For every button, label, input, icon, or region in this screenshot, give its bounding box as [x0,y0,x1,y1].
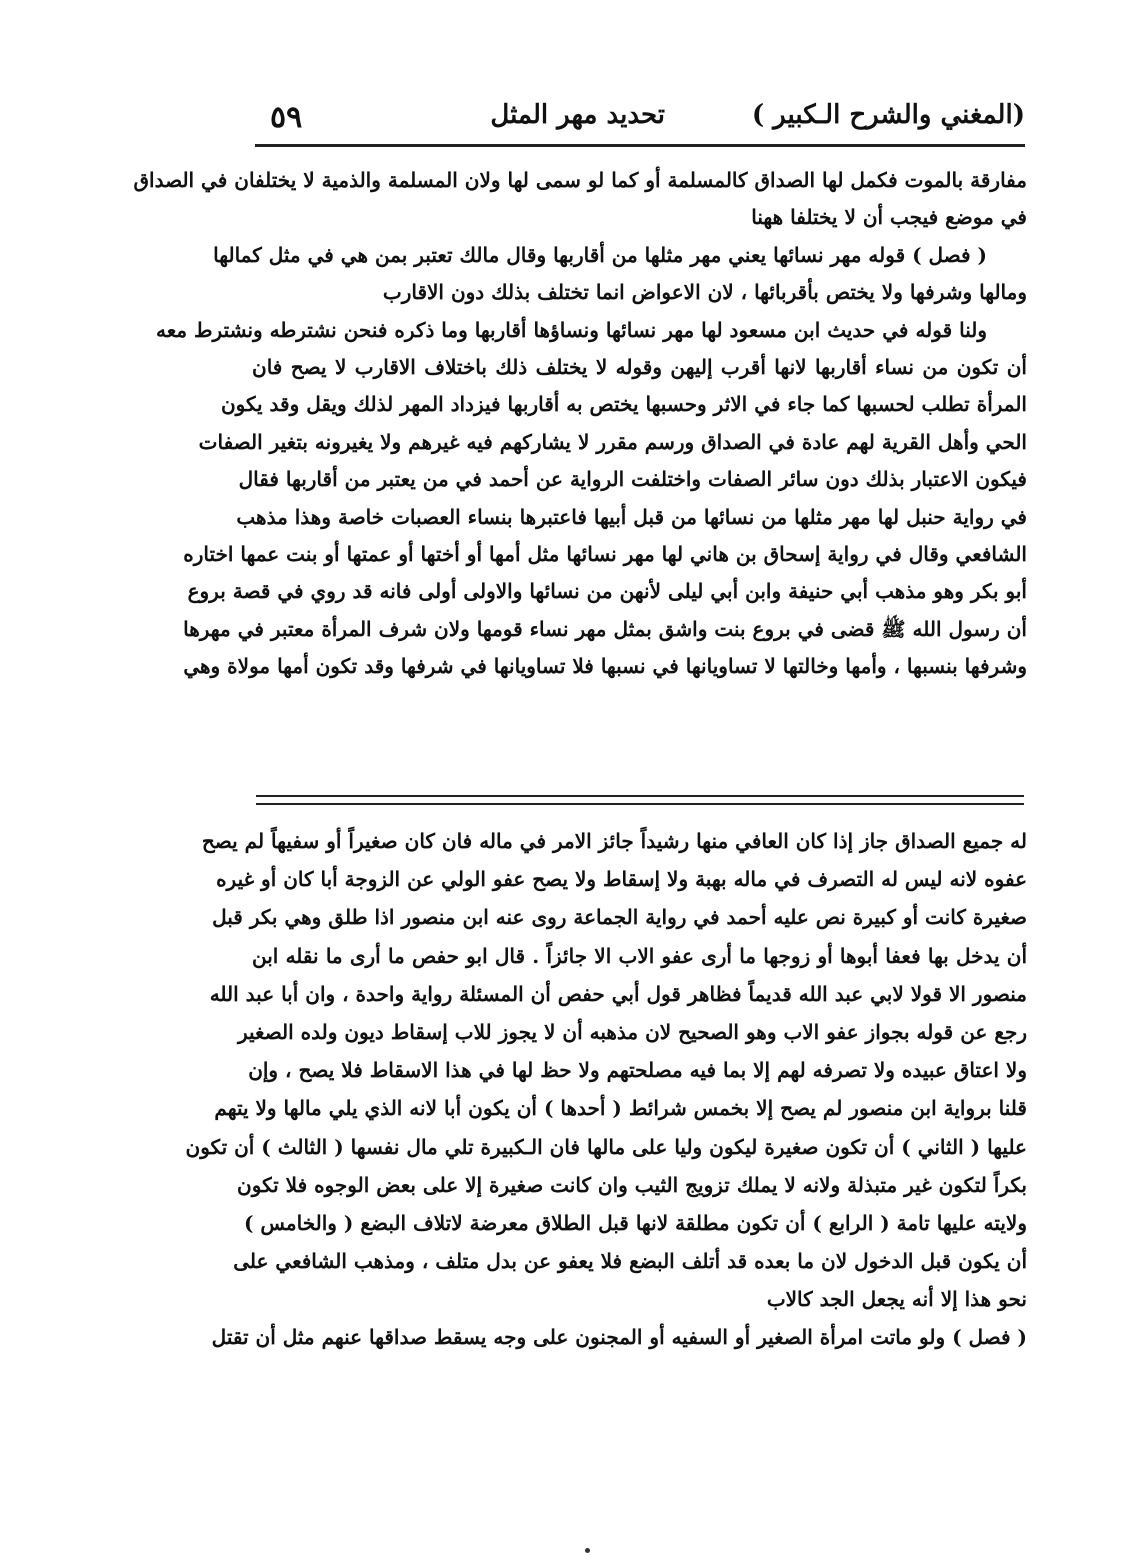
section-separator [256,795,1024,805]
text-line: عفوه لانه ليس له التصرف في ماله بهبة ولا إسقاط ولا يصح عفو الولي عن الزوجة أبا كان أو غيره [216,867,1027,892]
text-line: ولا اعتاق عبيده ولا تصرفه لهم إلا بما فيه مصلحتهم ولا حظ لها في هذا الاسقاط فلا يصح ، وإن [248,1058,1027,1083]
text-line: أبو بكر وهو مذهب أبي حنيفة وابن أبي ليلى لأنهن من نسائها والاولى أولى فانه قد روي في قصة بروع [187,579,1027,604]
main-text [133,162,1027,685]
text-line: في موضع فيجب أن لا يختلفا ههنا [751,205,1027,230]
text-line: ومالها وشرفها ولا يختص بأقربائها ، لان الاعواض انما تختلف بذلك دون الاقارب [382,280,1027,305]
text-line: أن تكون من نساء أقاربها لانها أقرب إليهن وقوله لا يختلف ذلك باختلاف الاقارب لا يصح فان [252,354,1027,379]
text-line: ( فصل ) ولو ماتت امرأة الصغير أو السفيه أو المجنون على وجه يسقط صداقها عنهم مثل أن تقتل [211,1325,1027,1350]
text-line: عليها ( الثاني ) أن تكون صغيرة ليكون وليا على مالها فان الـكبيرة تلي مال نفسها ( الثالث ) أن تكون [185,1134,1027,1159]
text-line: قلنا برواية ابن منصور لم يصح إلا بخمس شرائط ( أحدها ) أن يكون أبا لانه الذي يلي مالها ولا يتهم [214,1096,1027,1121]
text-line: له جميع الصداق جاز إذا كان العافي منها رشيداً جائز الامر في ماله فان كان صغيراً أو سفيهاً لم يصح [201,829,1027,853]
text-line: ولنا قوله في حديث ابن مسعود لها مهر نسائها ونساؤها أقاربها وما ذكره فنحن نشترطه ونشترط معه [155,317,987,342]
text-line: فيكون الاعتبار بذلك دون سائر الصفات واختلفت الرواية عن أحمد في من يعتبر من أقاربها فقال [238,467,1027,492]
text-line: الشافعي وقال في رواية إسحاق بن هاني لها مهر نسائها مثل أمها أو أختها أو عمتها أو بنت عمها اختاره [183,541,1027,566]
text-line: أن يكون قبل الدخول لان ما بعده قد أتلف البضع فلا يعفو عن بدل متلف ، ومذهب الشافعي على [233,1249,1027,1274]
page-dot [585,1548,590,1553]
text-line: الحي وأهل القرية لهم عادة في الصداق ورسم مقرر لا يشاركهم فيه غيرهم ولا يغيرونه بتغير الصفات [198,429,1027,454]
book-title: (المغني والشرح الـكبير ) [751,100,1025,130]
text-line: بكراً لتكون غير متبذلة ولانه لا يملك تزويج الثيب وان كانت صغيرة إلا على بعض الوجوه فلا تكون [237,1172,1027,1197]
text-line: ( فصل ) قوله مهر نسائها يعني مهر مثلها من أقاربها وقال مالك تعتبر بمن هي في مثل كمالها [213,242,987,267]
text-line: رجع عن قوله بجواز عفو الاب وهو الصحيح لان مذهبه أن لا يجوز للاب إسقاط ديون ولده الصغير [237,1019,1027,1044]
text-line: منصور الا قولا لابي عبد الله قديماً فظاهر قول أبي حفص أن المسئلة رواية واحدة ، وان أبا عبد الله [209,981,1027,1006]
text-line: ولايته عليها تامة ( الرابع ) أن تكون مطلقة لانها قبل الطلاق معرضة لاتلاف البضع ( والخامس ) [244,1210,1027,1235]
text-line: المرأة تطلب لحسبها كما جاء في الاثر وحسبها يختص به أقاربها فيزداد المهر لذلك ويقل وقد يكون [220,392,1027,417]
text-line: في رواية حنبل لها مهر مثلها من نسائها من قبل أبيها فاعتبرها بنساء العصبات خاصة وهذا مذهب [236,504,1027,529]
page-header [250,100,1025,144]
header-rule [255,144,1025,147]
text-line: مفارقة بالموت فكمل لها الصداق كالمسلمة أو كما لو سمى لها ولان المسلمة والذمية لا يختلفان في الصداق [133,168,1027,192]
text-line: صغيرة كانت أو كبيرة نص عليه أحمد في رواية الجماعة روى عنه ابن منصور اذا طلق وهي بكر قبل [212,905,1027,930]
page-number: ٥٩ [270,100,303,135]
text-line: أن رسول الله ﷺ قضى في بروع بنت واشق بمثل مهر نساء قومها ولان شرف المرأة معتبر في مهرها [183,616,1027,641]
section-title: تحديد مهر المثل [490,100,665,130]
text-line: نحو هذا إلا أنه يجعل الجد كالاب [766,1287,1027,1312]
text-line: وشرفها بنسبها ، وأمها وخالتها لا تساويانها في نسبها فلا تساويانها في شرفها وقد تكون أمها مولاة وهي [183,654,1027,679]
commentary-text [185,822,1027,1357]
text-line: أن يدخل بها فعفا أبوها أو زوجها ما أرى عفو الاب الا جائزاً . قال ابو حفص ما أرى ما نقله ابن [252,943,1027,968]
